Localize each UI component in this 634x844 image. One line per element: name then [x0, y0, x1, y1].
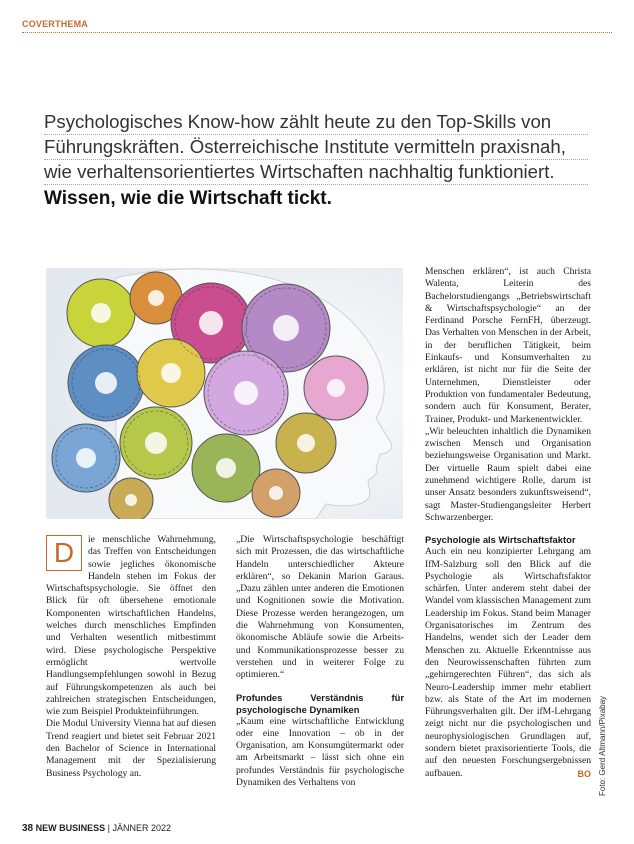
issue-date: JÄNNER 2022 [112, 823, 172, 833]
hero-image [46, 268, 403, 519]
paragraph: Menschen erklären“, ist auch Christa Walenta, Leiterin des Bachelorstudiengangs „Betriebswirtschaft & Wirtschaftspsychologie“ an der Ferdinand Porsche FernFH, überzeugt. Das Verhalten von Menschen in der Arbeit, in der beruflichen Tätigkeit, beim Einkaufs- und Konsumverhalten zu erklären, ist nicht nur für die Seite der Unternehmen, Dienstleister oder Produktion von fundamentaler Bedeutung, sondern auch für Konsument, Berater, Trainer, Produkt- und Markenentwickler. [425, 266, 591, 425]
intro-line: wie verhaltensorientiertes Wirtschaften nachhaltig funktioniert. [44, 160, 588, 185]
magazine-name: NEW BUSINESS [35, 823, 106, 833]
paragraph: Die Modul University Vienna hat auf diesen Trend reagiert und bietet seit Februar 2021 den Bachelor of Science in International Management mit der Spezialisierung Business Psychology an. [46, 718, 216, 779]
article-headline: Wissen, wie die Wirtschaft tickt. [44, 188, 332, 209]
paragraph: „Wir beleuchten inhaltlich die Dynamiken zwischen Mensch und Organisation beziehungsweise Organisation und Markt. Der virtuelle Raum spielt dabei eine zunehmend wichtigere Rolle, darum ist unser Ansatz besonders zukunftsweisend“, sagt Master-Studiengangsleiter Herbert Schwarzenberger. [425, 425, 591, 523]
page-number: 38 [22, 823, 34, 834]
page-footer [22, 823, 171, 834]
article-column-1 [46, 534, 216, 780]
drop-cap: D [46, 535, 82, 571]
photo-credit: Foto: Gerd Altmann/Pixabay [598, 695, 607, 796]
subheading: Profundes Verständnis für psychologische Dynamiken [236, 691, 404, 715]
intro-text [44, 110, 588, 185]
paragraph: „Die Wirtschaftspsychologie beschäftigt sich mit Prozessen, die das wirtschaftliche Handeln unterschiedlicher Akteure erklären“, so Dekanin Marion Garaus. „Dazu zählen unter anderen die Emotionen und Kognitionen sowie die Motivation. Diese Prozesse werden herangezogen, um die Wahrnehmung von Konsumenten, ökonomische Abläufe sowie die Arbeits- und Kommunikationsprozesse besser zu verstehen und in weiterer Folge zu optimieren.“ [236, 534, 404, 681]
article-column-3 [425, 266, 591, 780]
paragraph [425, 546, 591, 780]
header-divider [22, 32, 612, 33]
intro-line: Psychologisches Know-how zählt heute zu den Top-Skills von [44, 110, 588, 135]
section-label: COVERTHEMA [22, 19, 89, 29]
footer-separator: | [107, 823, 111, 833]
intro-line: Führungskräften. Österreichische Institute vermitteln praxisnah, [44, 135, 588, 160]
money-gears-head-illustration [46, 268, 403, 519]
paragraph-text: Auch ein neu konzipierter Lehrgang am IfM-Salzburg soll den Blick auf die Psychologie als Wirtschaftsfaktor schärfen. Unter anderem steht dabei der Wandel vom klassischen Management zum Leadership im Fokus. Stand beim Manager Organisatorisches im Zentrum des Handelns, wendet sich der Leader dem Menschen zu. Aktuelle Erkenntnisse aus den Neurowissenschaften führten zum „gehirngerechten Führen“, das sich als Neuro-Leadership immer mehr etabliert bzw. als State of the Art im modernen Führungsverhalten gilt. Der ifM-Lehrgang zeigt nicht nur die psychologischen und neurophysiologischen Grundlagen auf, sondern bietet praxisorientierte Tools, die auf den neuesten Forschungsergebnissen aufbauen. [425, 546, 592, 779]
paragraph: ie menschliche Wahrnehmung, das Treffen von Entscheidungen sowie jegliches ökonomische Handeln stehen im Fokus der Wirtschaftspsychologie. Sie öffnet den Blick für oft übersehene emotionale Komponenten wirtschaftlichen Handelns, welches durch menschliches Empfinden und Verhalten wesentlich mitbestimmt wird. Diese psychologische Perspektive ermöglicht wertvolle Handlungsempfehlungen sowohl in Bezug auf Führungskompetenzen als auch bei zahlreichen strategischen Entscheidungen, wie zum Beispiel Produkteinführungen. [46, 534, 216, 718]
author-signature: BO [577, 768, 591, 779]
subheading: Psychologie als Wirtschaftsfaktor [425, 534, 576, 546]
article-column-2 [236, 534, 404, 789]
paragraph: „Kaum eine wirtschaftliche Entwicklung oder eine Innovation – ob in der Organisation, am Konsumgütermarkt oder am Arbeitsmarkt – lässt sich ohne ein profundes Verständnis für psychologische Dynamiken des Verhaltens von [236, 715, 404, 789]
